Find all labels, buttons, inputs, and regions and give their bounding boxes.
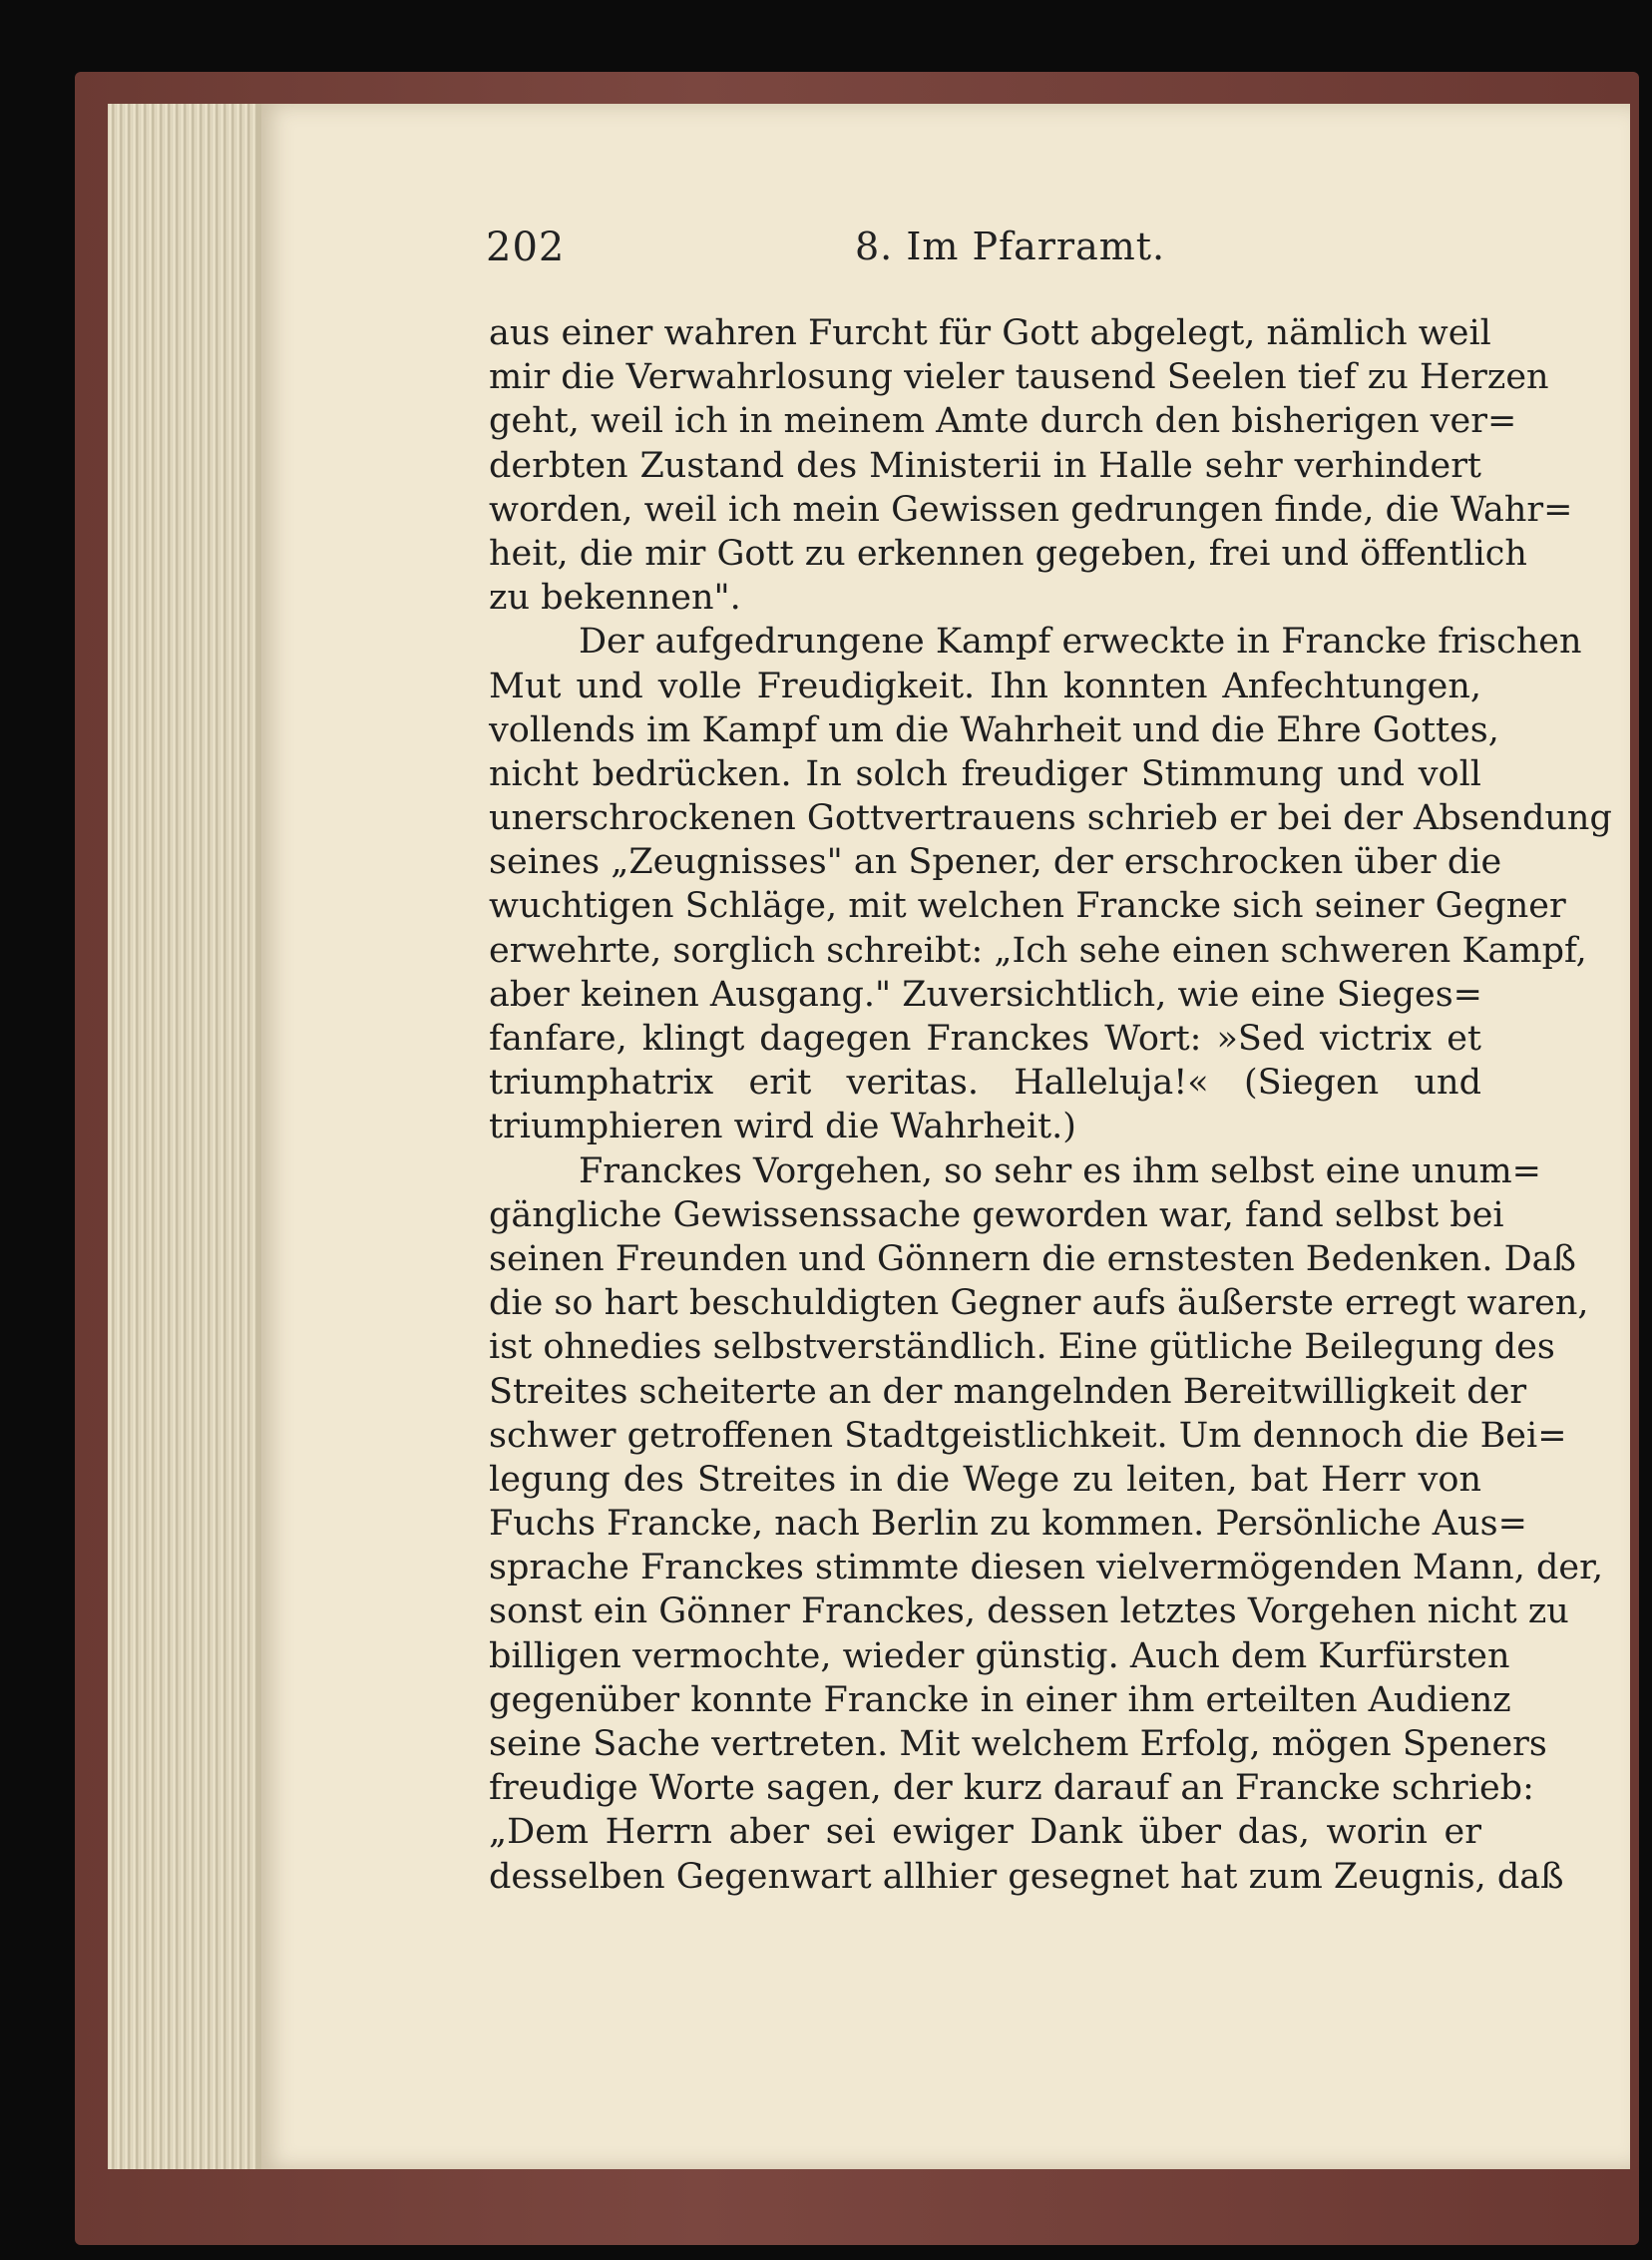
text-line: wuchtigen Schläge, mit welchen Francke sich seiner Gegner — [489, 886, 1566, 927]
text-line: sonst ein Gönner Franckes, dessen letztes Vorgehen nicht zu — [489, 1591, 1569, 1632]
text-line: vollends im Kampf um die Wahrheit und die Ehre Gottes, — [489, 709, 1499, 750]
text-line: geht, weil ich in meinem Amte durch den bisherigen ver= — [489, 401, 1517, 442]
text-line: aus einer wahren Furcht für Gott abgelegt, nämlich weil — [489, 313, 1491, 353]
page-number: 202 — [486, 225, 566, 270]
gutter — [257, 104, 261, 2169]
text-line: seines „Zeugnisses" an Spener, der erschrocken über die — [489, 842, 1502, 883]
text-line: die so hart beschuldigten Gegner aufs äußerste erregt waren, — [489, 1283, 1589, 1324]
text-line: ist ohnedies selbstverständlich. Eine gütliche Beilegung des — [489, 1327, 1555, 1368]
text-line: mir die Verwahrlosung vieler tausend Seelen tief zu Herzen — [489, 357, 1549, 398]
text-line: freudige Worte sagen, der kurz darauf an Francke schrieb: — [489, 1768, 1534, 1809]
running-title: 8. Im Pfarramt. — [855, 225, 1166, 268]
text-line: fanfare, klingt dagegen Franckes Wort: »Sed victrix et — [489, 1019, 1481, 1059]
text-line: gegenüber konnte Francke in einer ihm erteilten Audienz — [489, 1679, 1511, 1720]
text-line: derbten Zustand des Ministerii in Halle sehr verhindert — [489, 445, 1481, 486]
text-line: heit, die mir Gott zu erkennen gegeben, frei und öffentlich — [489, 533, 1527, 574]
text-line: Mut und volle Freudigkeit. Ihn konnten Anfechtungen, — [489, 666, 1481, 706]
body-text — [489, 311, 1612, 1899]
paragraph-start: Franckes Vorgehen, so sehr es ihm selbst eine unum= — [579, 1150, 1541, 1191]
paragraph-start: Der aufgedrungene Kampf erweckte in Francke frischen — [579, 622, 1582, 663]
text-line: legung des Streites in die Wege zu leiten, bat Herr von — [489, 1459, 1481, 1500]
text-line: worden, weil ich mein Gewissen gedrungen finde, die Wahr= — [489, 489, 1573, 530]
text-line: triumphatrix erit veritas. Halleluja!« (Siegen und — [489, 1063, 1481, 1104]
text-line: „Dem Herrn aber sei ewiger Dank über das, worin er — [489, 1812, 1481, 1853]
text-line: aber keinen Ausgang." Zuversichtlich, wie eine Sieges= — [489, 974, 1483, 1015]
text-line: desselben Gegenwart allhier gesegnet hat zum Zeugnis, daß — [489, 1856, 1564, 1897]
text-line: erwehrte, sorglich schreibt: „Ich sehe einen schweren Kampf, — [489, 930, 1587, 971]
text-line: sprache Franckes stimmte diesen vielvermögenden Mann, der, — [489, 1548, 1604, 1588]
text-line: gängliche Gewissenssache geworden war, fand selbst bei — [489, 1194, 1504, 1235]
running-head — [486, 225, 1483, 284]
text-line: unerschrockenen Gottvertrauens schrieb er bei der Absendung — [489, 798, 1612, 839]
text-line: schwer getroffenen Stadtgeistlichkeit. Um dennoch die Bei= — [489, 1415, 1567, 1456]
text-line: billigen vermochte, wieder günstig. Auch dem Kurfürsten — [489, 1635, 1510, 1676]
page-edges — [108, 104, 267, 2169]
text-line: triumphieren wird die Wahrheit.) — [489, 1107, 1076, 1147]
text-line: nicht bedrücken. In solch freudiger Stimmung und voll — [489, 753, 1481, 794]
text-line: zu bekennen". — [489, 578, 741, 619]
text-line: seinen Freunden und Gönnern die ernstesten Bedenken. Daß — [489, 1238, 1576, 1279]
text-line: Fuchs Francke, nach Berlin zu kommen. Persönliche Aus= — [489, 1504, 1527, 1545]
text-line: seine Sache vertreten. Mit welchem Erfolg, mögen Speners — [489, 1724, 1547, 1764]
text-line: Streites scheiterte an der mangelnden Bereitwilligkeit der — [489, 1371, 1527, 1412]
